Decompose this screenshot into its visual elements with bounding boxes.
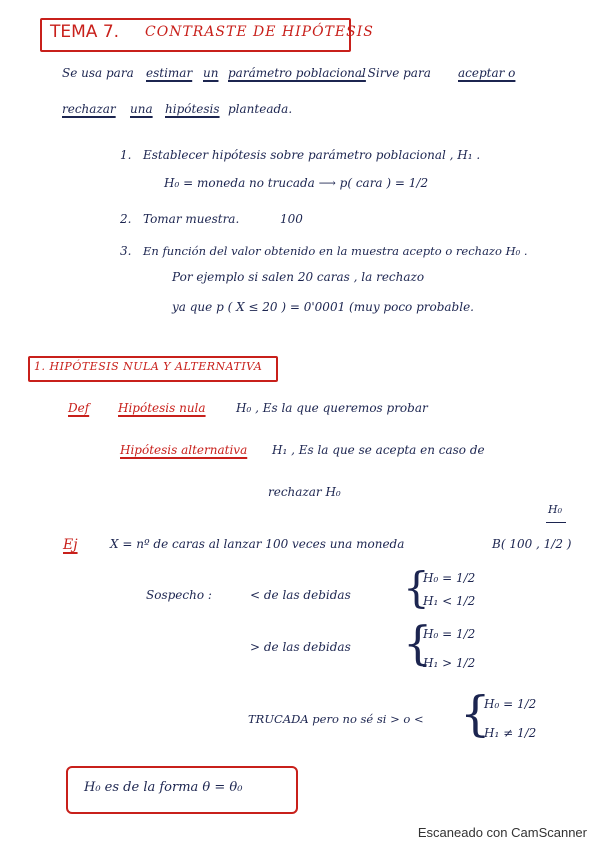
- boxed-definition-text: H₀ es de la forma θ = θ₀: [84, 780, 243, 795]
- case1-lhs: < de las debidas: [250, 588, 351, 602]
- intro-line1-f: aceptar o: [458, 66, 516, 80]
- step1-number: 1.: [120, 148, 132, 162]
- example-dist-top: H₀: [548, 503, 563, 516]
- case3-lhs: TRUCADA pero no sé si > o <: [248, 712, 424, 726]
- def-label: Def: [68, 401, 90, 415]
- intro-line2-a: rechazar: [62, 102, 116, 116]
- alt-label: Hipótesis alternativa: [120, 443, 248, 457]
- case3-brace: {: [460, 686, 491, 742]
- dist-overline: [546, 522, 566, 523]
- intro-line2-d: planteada.: [228, 102, 293, 116]
- step3-text: En función del valor obtenido en la muestra acepto o rechazo H₀ .: [143, 244, 528, 258]
- step3-number: 3.: [120, 244, 132, 258]
- intro-line1-b: estimar: [146, 66, 193, 80]
- example-dist: B( 100 , 1/2 ): [492, 537, 572, 551]
- intro-line1-c: un: [203, 66, 219, 80]
- case2-brace: {: [403, 616, 433, 670]
- step2-number: 2.: [120, 212, 132, 226]
- camscanner-watermark: Escaneado con CamScanner: [417, 825, 587, 840]
- step2-value: 100: [280, 212, 303, 226]
- ej-label: Ej: [63, 537, 78, 553]
- intro-line1-a: Se usa para: [62, 66, 134, 80]
- alt-text-2: rechazar H₀: [268, 485, 341, 499]
- nula-label: Hipótesis nula: [118, 401, 206, 415]
- title-tema: TEMA 7.: [50, 22, 120, 42]
- case1-h0: H₀ = 1/2: [423, 571, 476, 585]
- case2-h1: H₁ > 1/2: [423, 656, 476, 670]
- intro-line2-b: una: [130, 102, 153, 116]
- section1-heading: 1. HIPÓTESIS NULA Y ALTERNATIVA: [34, 360, 263, 373]
- intro-line1-d: parámetro poblacional: [228, 66, 366, 80]
- case2-lhs: > de las debidas: [250, 640, 351, 654]
- step3-sub1: Por ejemplo si salen 20 caras , la rechazo: [172, 270, 425, 284]
- example-line: X = nº de caras al lanzar 100 veces una moneda: [110, 537, 405, 551]
- intro-line2-c: hipótesis: [165, 102, 220, 116]
- sospecho-label: Sospecho :: [146, 588, 212, 602]
- step3-sub2: ya que p ( X ≤ 20 ) = 0'0001 (muy poco probable.: [172, 300, 474, 314]
- nula-text: H₀ , Es la que queremos probar: [236, 401, 428, 415]
- case1-h1: H₁ < 1/2: [423, 594, 476, 608]
- case1-brace: {: [403, 563, 430, 612]
- case3-h0: H₀ = 1/2: [484, 697, 537, 711]
- title-name: CONTRASTE DE HIPÓTESIS: [145, 24, 374, 40]
- alt-text: H₁ , Es la que se acepta en caso de: [272, 443, 485, 457]
- step2-text: Tomar muestra.: [143, 212, 240, 226]
- intro-line1-e: . Sirve para: [360, 66, 431, 80]
- case2-h0: H₀ = 1/2: [423, 627, 476, 641]
- case3-h1: H₁ ≠ 1/2: [484, 726, 537, 740]
- step1-sub: H₀ = moneda no trucada ⟶ p( cara ) = 1/2: [164, 176, 429, 190]
- step1-text: Establecer hipótesis sobre parámetro poblacional , H₁ .: [143, 148, 481, 162]
